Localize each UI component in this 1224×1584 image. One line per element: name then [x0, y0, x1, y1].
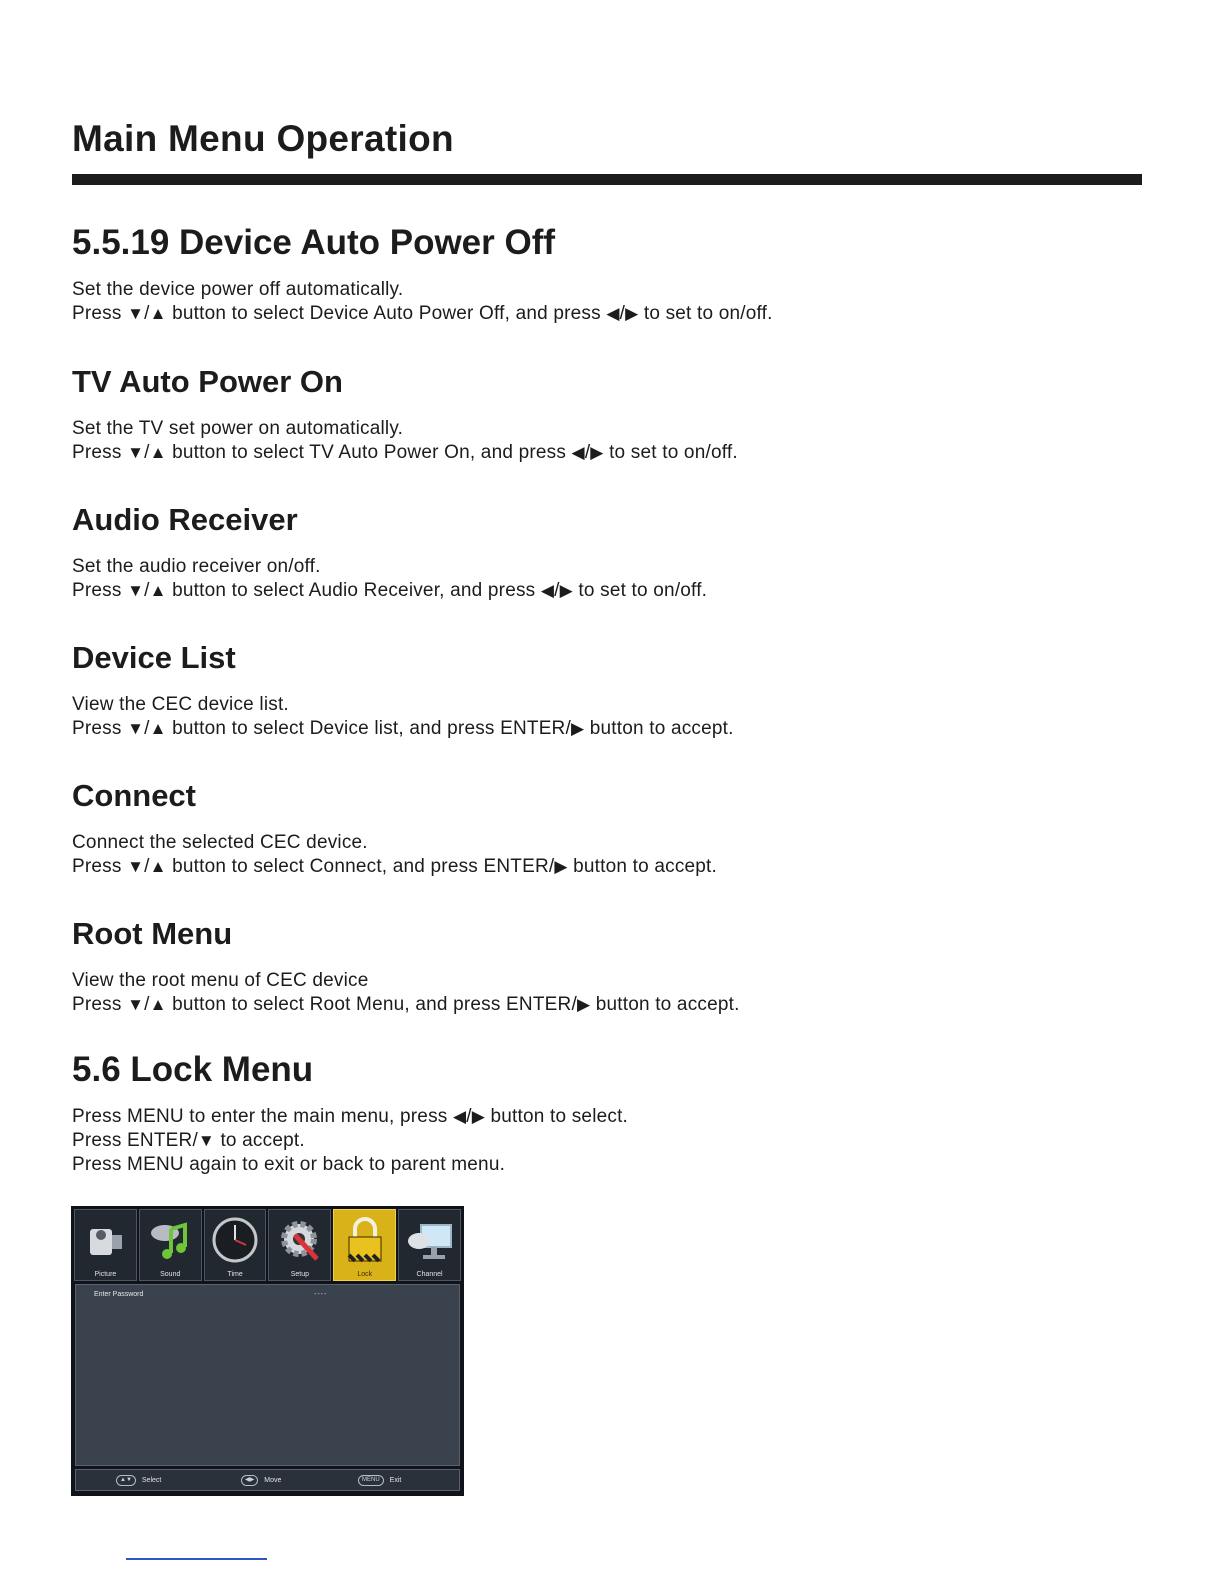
right-arrow-icon: ▶ [559, 581, 573, 600]
enter-password-label: Enter Password [94, 1291, 144, 1298]
up-arrow-icon: ▲ [149, 443, 167, 462]
left-arrow-icon: ◀ [571, 443, 585, 462]
right-arrow-icon: ▶ [625, 304, 639, 323]
section-heading: 5.5.19 Device Auto Power Off [72, 223, 556, 262]
section-audio-receiver [72, 501, 1152, 603]
select-hint: ▲▼ Select [116, 1475, 161, 1486]
right-arrow-icon: ▶ [471, 1107, 486, 1126]
tab-setup: Setup [268, 1209, 331, 1281]
section-description: View the root menu of CEC device [72, 970, 369, 991]
section-lock-menu [72, 1049, 1152, 1177]
section-instruction: Press ▼/▲ button to select Audio Receiver, and press ◀/▶ to set to on/off. [72, 580, 708, 601]
camcorder-icon [80, 1215, 130, 1265]
section-description: Connect the selected CEC device. [72, 832, 368, 853]
section-instruction: Press ▼/▲ button to select Connect, and press ENTER/▶ button to accept. [72, 856, 718, 877]
section-heading: Device List [72, 640, 236, 675]
lock-instruction-2: Press ENTER/▼ to accept. [72, 1130, 305, 1151]
up-arrow-icon: ▲ [149, 581, 167, 600]
section-heading: Root Menu [72, 916, 233, 951]
title-rule [72, 174, 1142, 185]
left-arrow-icon: ◀ [606, 304, 620, 323]
section-connect [72, 777, 1152, 879]
padlock-icon [340, 1215, 390, 1265]
section-instruction: Press ▼/▲ button to select Device list, and press ENTER/▶ button to accept. [72, 718, 734, 739]
down-arrow-icon: ▼ [127, 719, 145, 738]
tab-sound: Sound [139, 1209, 202, 1281]
tab-lock: Lock [333, 1209, 396, 1281]
down-arrow-icon: ▼ [127, 995, 145, 1014]
lock-instruction-1: Press MENU to enter the main menu, press ◀/▶ button to select. [72, 1106, 629, 1127]
tv-lock-menu-screenshot [71, 1206, 464, 1496]
section-instruction: Press ▼/▲ button to select Device Auto Power Off, and press ◀/▶ to set to on/off. [72, 303, 773, 324]
section-heading: 5.6 Lock Menu [72, 1050, 314, 1089]
tv-menu-panel [75, 1284, 460, 1466]
section-device-auto-power-off [72, 222, 1152, 326]
section-description: Set the TV set power on automatically. [72, 418, 404, 439]
up-arrow-icon: ▲ [149, 304, 167, 323]
tab-channel: Channel [398, 1209, 461, 1281]
tv-menu-footer [75, 1469, 460, 1491]
section-device-list [72, 639, 1152, 741]
up-arrow-icon: ▲ [149, 857, 167, 876]
up-arrow-icon: ▲ [149, 995, 167, 1014]
page-title: Main Menu Operation [72, 118, 454, 159]
down-arrow-icon: ▼ [127, 581, 145, 600]
password-field: ---- [314, 1291, 328, 1298]
bottom-link-underline [126, 1558, 267, 1560]
tv-menu-tabs [74, 1209, 461, 1281]
lock-instruction-3: Press MENU again to exit or back to parent menu. [72, 1154, 506, 1175]
menu-key: MENU [358, 1475, 384, 1486]
section-description: Set the device power off automatically. [72, 279, 404, 300]
tab-picture: Picture [74, 1209, 137, 1281]
clock-icon [210, 1215, 260, 1265]
down-arrow-icon: ▼ [197, 1131, 215, 1150]
right-arrow-icon: ▶ [570, 719, 585, 738]
tab-time: Time [204, 1209, 267, 1281]
exit-hint: MENU Exit [358, 1475, 401, 1486]
section-description: View the CEC device list. [72, 694, 289, 715]
left-right-keys-icon: ◀▶ [241, 1475, 258, 1486]
left-arrow-icon: ◀ [452, 1107, 467, 1126]
section-tv-auto-power-on [72, 363, 1152, 465]
section-heading: TV Auto Power On [72, 364, 343, 399]
right-arrow-icon: ▶ [576, 995, 591, 1014]
up-arrow-icon: ▲ [149, 719, 167, 738]
section-instruction: Press ▼/▲ button to select Root Menu, and press ENTER/▶ button to accept. [72, 994, 740, 1015]
right-arrow-icon: ▶ [554, 857, 568, 876]
section-instruction: Press ▼/▲ button to select TV Auto Power On, and press ◀/▶ to set to on/off. [72, 442, 738, 463]
right-arrow-icon: ▶ [590, 443, 604, 462]
down-arrow-icon: ▼ [127, 443, 145, 462]
left-arrow-icon: ◀ [540, 581, 555, 600]
gear-wrench-icon [275, 1215, 325, 1265]
section-description: Set the audio receiver on/off. [72, 556, 321, 577]
music-note-icon [145, 1215, 195, 1265]
down-arrow-icon: ▼ [127, 857, 145, 876]
section-root-menu [72, 915, 1152, 1017]
down-arrow-icon: ▼ [127, 304, 145, 323]
section-heading: Connect [72, 778, 196, 813]
section-heading: Audio Receiver [72, 502, 298, 537]
satellite-dish-icon [405, 1215, 455, 1265]
up-down-keys-icon: ▲▼ [116, 1475, 136, 1486]
move-hint: ◀▶ Move [241, 1475, 281, 1486]
